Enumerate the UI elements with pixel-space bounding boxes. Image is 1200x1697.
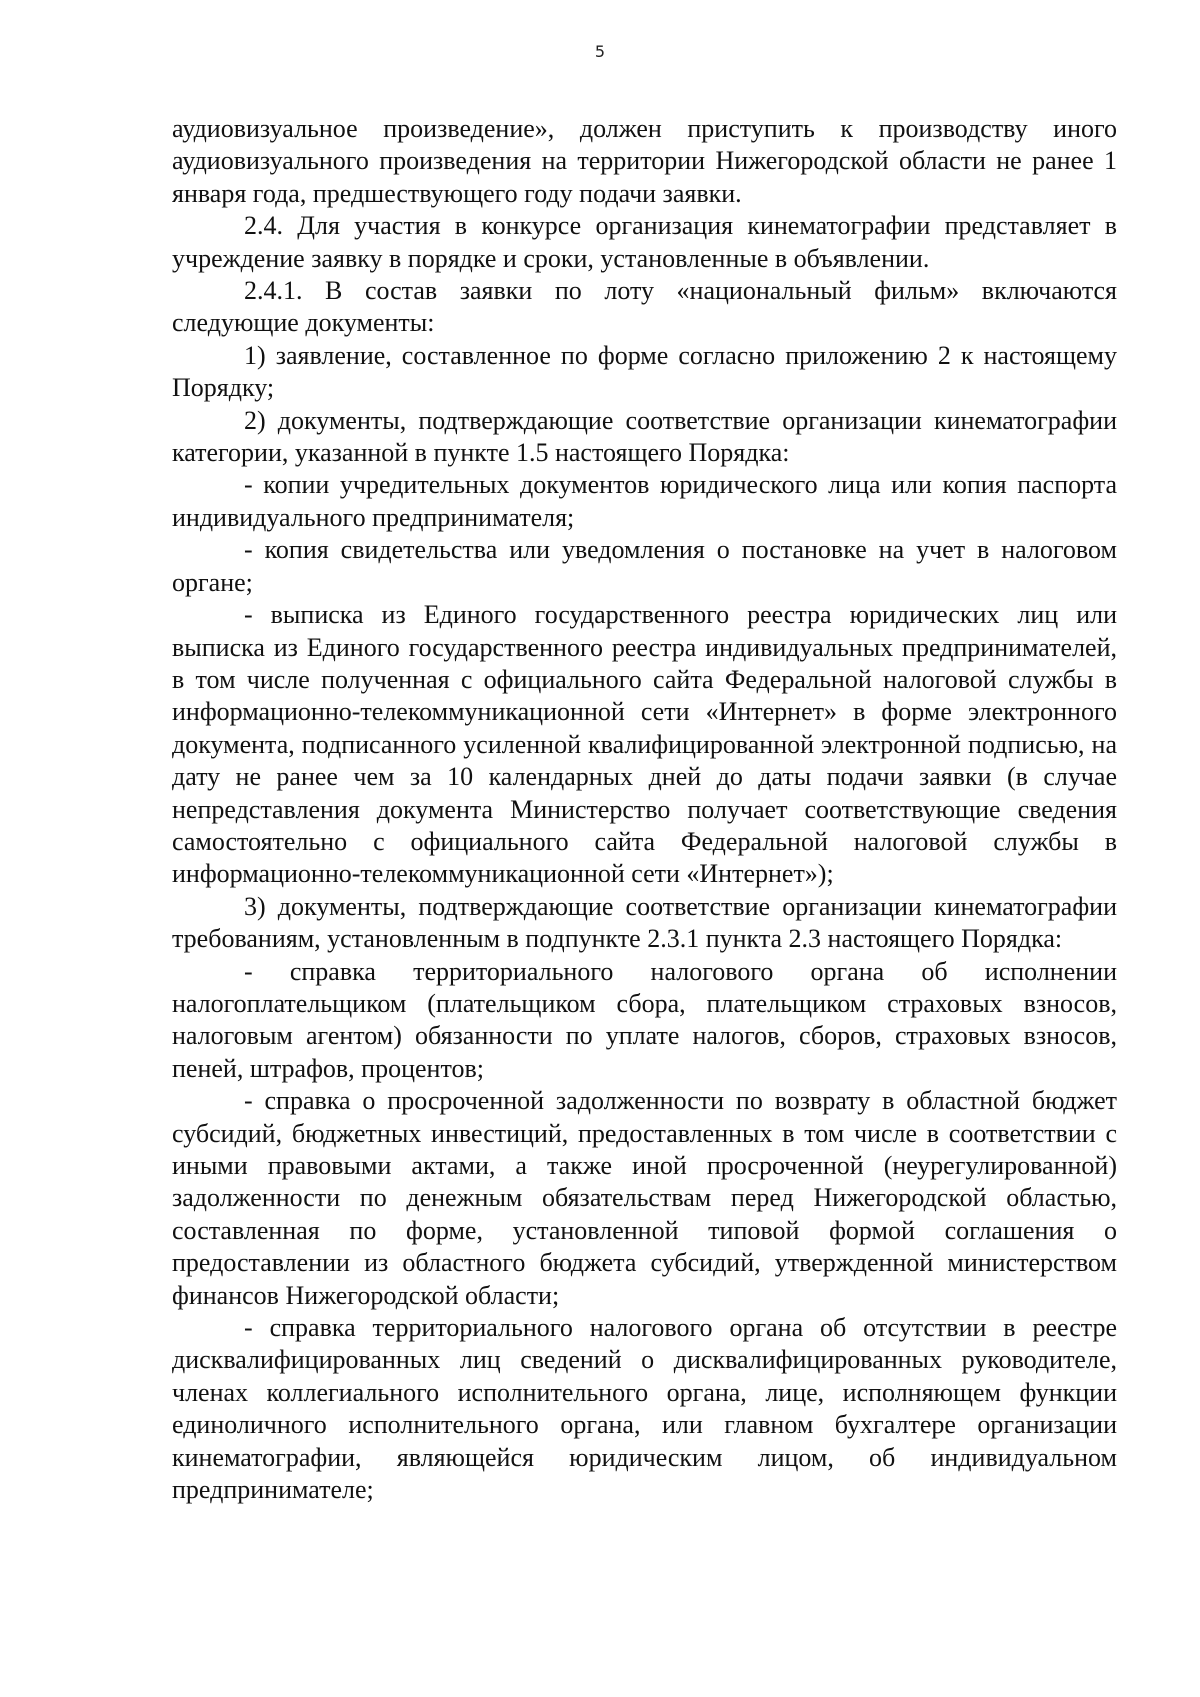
sub-item-disqualification-certificate: - справка территориального налогового органа об отсутствии в реестре дисквалифицированных лиц сведений о дисквалифицированных руководителе, членах коллегиального исполнительного органа, лице, исполняющем функции единоличного исполнительного органа, или главном бухгалтере организации кинематографии, являющейся юридическим лицом, об индивидуальном предпринимателе; — [172, 1313, 1117, 1505]
list-item-2: 2) документы, подтверждающие соответствие организации кинематографии категории, указанной в пункте 1.5 настоящего Порядка: — [172, 405, 1117, 468]
paragraph-2-4: 2.4. Для участия в конкурсе организация кинематографии представляет в учреждение заявку в порядке и сроки, установленные в объявлении. — [172, 211, 1117, 273]
sub-item-debt-certificate: - справка о просроченной задолженности по возврату в областной бюджет субсидий, бюджетных инвестиций, предоставленных в том числе в соответствии с иными правовыми актами, а также иной просроченной (неурегулированной) задолженности по денежным обязательствам перед Нижегородской областью, составленная по форме, установленной типовой формой соглашения о предоставлении из областного бюджета субсидий, утвержденной министерством финансов Нижегородской области; — [172, 1086, 1117, 1310]
sub-item-registry-extract: - выписка из Единого государственного реестра юридических лиц или выписка из Единого государственного реестра индивидуальных предпринимателей, в том числе полученная с официального сайта Федеральной налоговой службы в информационно-телекоммуникационной сети «Интернет» в форме электронного документа, подписанного усиленной квалифицированной электронной подписью, на дату не ранее чем за 10 календарных дней до даты подачи заявки (в случае непредставления документа Министерство получает соответствующие сведения самостоятельно с официального сайта Федеральной налоговой службы в информационно-телекоммуникационной сети «Интернет»); — [172, 600, 1117, 889]
page-number: 5 — [594, 42, 606, 61]
sub-item-tax-registration: - копия свидетельства или уведомления о постановке на учет в налоговом органе; — [172, 535, 1117, 597]
sub-item-charter-copies: - копии учредительных документов юридического лица или копия паспорта индивидуального предпринимателя; — [172, 470, 1117, 532]
paragraph-2-4-1: 2.4.1. В состав заявки по лоту «национальный фильм» включаются следующие документы: — [172, 276, 1117, 338]
list-item-1: 1) заявление, составленное по форме согласно приложению 2 к настоящему Порядку; — [172, 340, 1117, 403]
paragraph-continuation: аудиовизуальное произведение», должен приступить к производству иного аудиовизуального произведения на территории Нижегородской области не ранее 1 января года, предшествующего году подачи заявки. — [172, 114, 1117, 208]
sub-item-tax-certificate: - справка территориального налогового органа об исполнении налогоплательщиком (плательщиком сбора, плательщиком страховых взносов, налоговым агентом) обязанности по уплате налогов, сборов, страховых взносов, пеней, штрафов, процентов; — [172, 956, 1117, 1083]
list-item-3: 3) документы, подтверждающие соответствие организации кинематографии требованиям, установленным в подпункте 2.3.1 пункта 2.3 настоящего Порядка: — [172, 891, 1117, 954]
document-body — [172, 113, 1117, 1506]
